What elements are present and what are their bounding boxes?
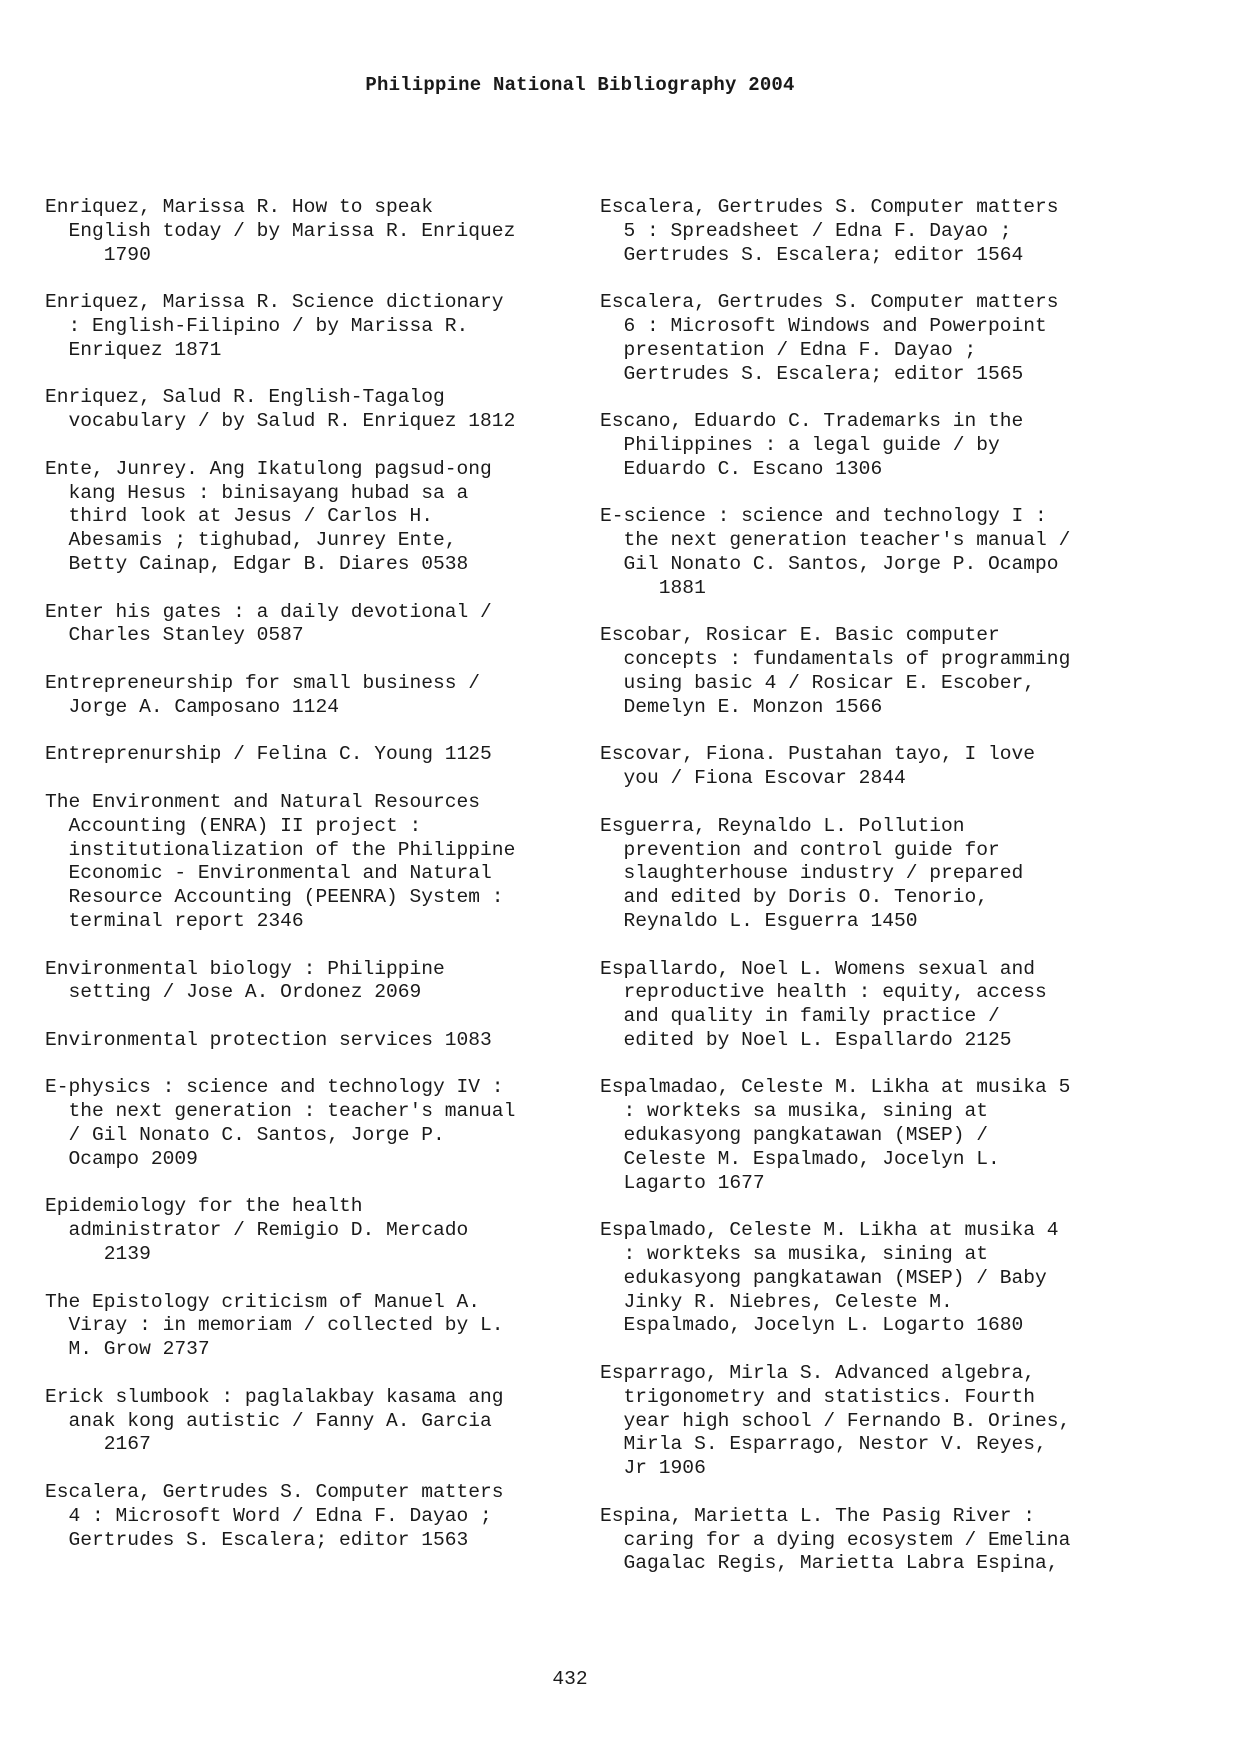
page-number: 432 — [552, 1668, 588, 1690]
bibliography-entry: Ente, Junrey. Ang Ikatulong pagsud-ong kang Hesus : binisayang hubad sa a third look at Jesus / Carlos H. Abesamis ; tighubad, Junrey Ente, Betty Cainap, Edgar B. Diares 0538 — [45, 457, 492, 575]
bibliography-entry: Espina, Marietta L. The Pasig River : caring for a dying ecosystem / Emelina Gagalac Regis, Marietta Labra Espina, — [600, 1504, 1071, 1575]
bibliography-entry: Escovar, Fiona. Pustahan tayo, I love you / Fiona Escovar 2844 — [600, 743, 1036, 790]
bibliography-column-right — [600, 196, 1130, 1600]
bibliography-entry: The Epistology criticism of Manuel A. Viray : in memoriam / collected by L. M. Grow 2737 — [45, 1290, 504, 1361]
bibliography-entry: Escano, Eduardo C. Trademarks in the Philippines : a legal guide / by Eduardo C. Escano 1306 — [600, 410, 1024, 480]
bibliography-entry: Enriquez, Marissa R. Science dictionary : English-Filipino / by Marissa R. Enriquez 1871 — [45, 291, 504, 361]
page-title: Philippine National Bibliography 2004 — [365, 74, 795, 96]
bibliography-entry: Enriquez, Salud R. English-Tagalog vocabulary / by Salud R. Enriquez 1812 — [45, 386, 516, 433]
bibliography-column-left — [45, 196, 575, 1576]
bibliography-entry: Espalmado, Celeste M. Likha at musika 4 : workteks sa musika, sining at edukasyong pangkatawan (MSEP) / Baby Jinky R. Niebres, Celeste M. Espalmado, Jocelyn L. Logarto 1680 — [600, 1219, 1059, 1337]
bibliography-entry: Entreprenurship / Felina C. Young 1125 — [45, 743, 492, 766]
bibliography-entry: The Environment and Natural Resources Accounting (ENRA) II project : institutionalization of the Philippine Economic - Environmental and Natural Resource Accounting (PEENRA) System : terminal report 2346 — [45, 790, 516, 932]
bibliography-entry: Erick slumbook : paglalakbay kasama ang anak kong autistic / Fanny A. Garcia 2167 — [45, 1385, 504, 1456]
bibliography-entry: Esparrago, Mirla S. Advanced algebra, trigonometry and statistics. Fourth year high school / Fernando B. Orines, Mirla S. Esparrago, Nestor V. Reyes, Jr 1906 — [600, 1362, 1071, 1480]
bibliography-entry: Entrepreneurship for small business / Jorge A. Camposano 1124 — [45, 671, 481, 718]
bibliography-entry: Espallardo, Noel L. Womens sexual and reproductive health : equity, access and quality in family practice / edited by Noel L. Espallardo 2125 — [600, 957, 1047, 1051]
bibliography-entry: Escalera, Gertrudes S. Computer matters 4 : Microsoft Word / Edna F. Dayao ; Gertrudes S. Escalera; editor 1563 — [45, 1481, 504, 1551]
bibliography-entry: Enriquez, Marissa R. How to speak English today / by Marissa R. Enriquez 1790 — [45, 196, 516, 266]
bibliography-entry: Environmental biology : Philippine setting / Jose A. Ordonez 2069 — [45, 957, 445, 1004]
bibliography-entry: Epidemiology for the health administrator / Remigio D. Mercado 2139 — [45, 1195, 469, 1266]
bibliography-entry: E-physics : science and technology IV : the next generation : teacher's manual / Gil Nonato C. Santos, Jorge P. Ocampo 2009 — [45, 1076, 516, 1170]
bibliography-entry: Enter his gates : a daily devotional / Charles Stanley 0587 — [45, 600, 492, 647]
bibliography-entry: Escalera, Gertrudes S. Computer matters 6 : Microsoft Windows and Powerpoint presentation / Edna F. Dayao ; Gertrudes S. Escalera; editor 1565 — [600, 291, 1059, 385]
bibliography-entry: Esguerra, Reynaldo L. Pollution prevention and control guide for slaughterhouse industry / prepared and edited by Doris O. Tenorio, Reynaldo L. Esguerra 1450 — [600, 814, 1024, 932]
bibliography-entry: Espalmadao, Celeste M. Likha at musika 5 : workteks sa musika, sining at edukasyong pangkatawan (MSEP) / Celeste M. Espalmado, Jocelyn L. Lagarto 1677 — [600, 1076, 1071, 1194]
bibliography-entry: Escobar, Rosicar E. Basic computer concepts : fundamentals of programming using basic 4 / Rosicar E. Escober, Demelyn E. Monzon 1566 — [600, 624, 1071, 718]
bibliography-entry: Environmental protection services 1083 — [45, 1028, 492, 1051]
bibliography-entry: E-science : science and technology I : the next generation teacher's manual / Gil Nonato C. Santos, Jorge P. Ocampo 1881 — [600, 505, 1071, 599]
bibliography-entry: Escalera, Gertrudes S. Computer matters 5 : Spreadsheet / Edna F. Dayao ; Gertrudes S. Escalera; editor 1564 — [600, 196, 1059, 266]
